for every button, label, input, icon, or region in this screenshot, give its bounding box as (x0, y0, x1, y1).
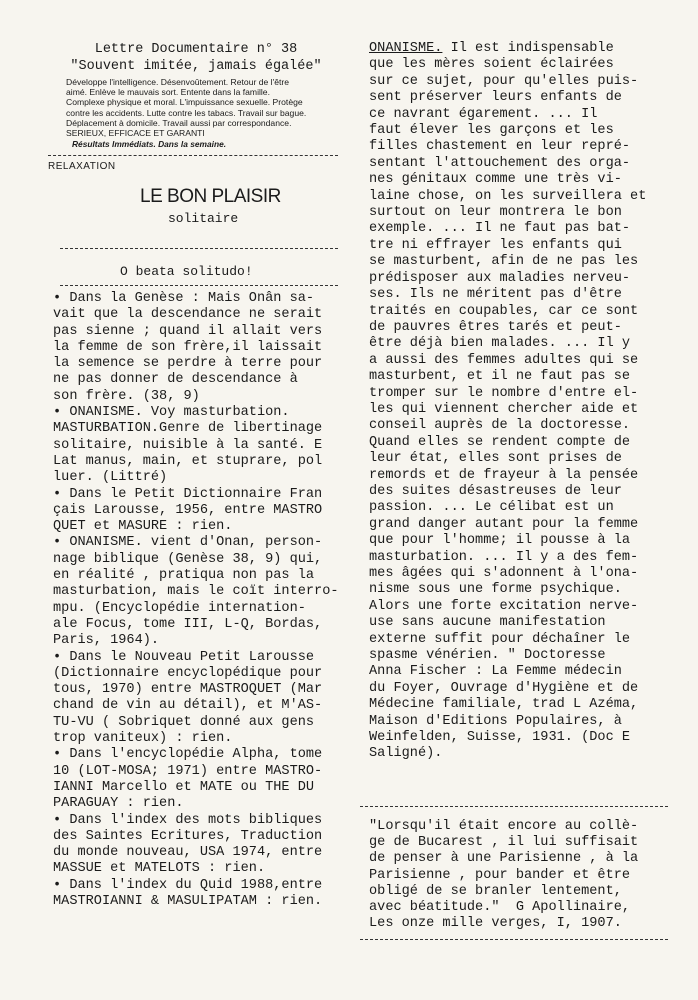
text-line: laine chose, on les surveillera et (369, 188, 647, 204)
text-line: nage biblique (Genèse 38, 9) qui, (53, 551, 323, 567)
text-line: sentant l'attouchement des orga- (369, 155, 631, 171)
text-line: externe suffit pour déchaîner le (369, 631, 631, 647)
text-line: masturbation. ... Il y a des fem- (369, 549, 639, 565)
text-line: mpu. (Encyclopédie internation- (53, 600, 306, 616)
article-subtitle: solitaire (168, 211, 239, 226)
text-line: filles chastement en leur repré- (369, 139, 631, 155)
text-line: luer. (Littré) (53, 470, 168, 486)
text-line: masturbation, mais le coït interro- (53, 584, 339, 600)
divider (360, 806, 668, 807)
text-line: remords et de frayeur à la pensée (369, 467, 639, 483)
text-line: trop vaniteux) : rien. (53, 731, 233, 747)
text-line: se masturbent, afin de ne pas les (369, 254, 639, 270)
text-line: pas sienne ; quand il allait vers (53, 323, 323, 339)
rubric-label: RELAXATION (48, 161, 116, 172)
text-line: faut élever les garçons et les (369, 123, 614, 139)
text-line: sent préserver leurs enfants de (369, 90, 622, 106)
text-line: (Dictionnaire encyclopédique pour (53, 665, 323, 681)
text-line: de penser à une Parisienne , à la (369, 851, 639, 867)
text-line: Médecine familiale, trad L Azéma, (369, 697, 639, 713)
text-line: Saligné). (369, 746, 443, 762)
text-line: Alors une forte excitation nerve- (369, 598, 639, 614)
text-line: la femme de son frère,il laissait (53, 339, 323, 355)
text-line: sur ce sujet, pour qu'elles puis- (369, 73, 639, 89)
divider (48, 155, 338, 156)
divider (360, 939, 668, 940)
ad-heading: Lettre Documentaire n° 38 (94, 42, 298, 57)
ad-body-line: Complexe physique et moral. L'impuissance sexuelle. Protège (66, 97, 303, 108)
text-line-rest: Il est indispensable (442, 41, 614, 56)
text-line: passion. ... Le célibat est un (369, 500, 614, 516)
ad-body-line: Déplacement à domicile. Travail aussi par correspondance. (66, 117, 292, 128)
text-line: spasme vénérien. " Doctoresse (369, 648, 606, 664)
text-line: • Dans le Petit Dictionnaire Fran (53, 486, 323, 502)
text-line: du monde nouveau, USA 1974, entre (53, 845, 323, 861)
ad-box (60, 41, 332, 149)
text-line: les qui viennent chercher aide et (369, 401, 639, 417)
right-column-text (369, 41, 679, 763)
text-line: du Foyer, Ouvrage d'Hygiène et de (369, 680, 639, 696)
ad-body (60, 77, 332, 138)
text-line: masturbent, et il ne faut pas se (369, 369, 631, 385)
text-line: mes âgées qui s'adonnent à l'ona- (369, 566, 639, 581)
text-line: ne pas donner de descendance à (53, 372, 298, 388)
text-line: son frère. (38, 9) (53, 388, 200, 404)
text-line (369, 41, 679, 57)
text-line: vait que la descendance ne serait (53, 307, 323, 323)
text-line: Weinfelden, Suisse, 1931. (Doc E (369, 730, 631, 746)
text-line: • Dans l'encyclopédie Alpha, tome (53, 747, 323, 763)
text-line: obligé de se branler lentement, (369, 883, 622, 899)
text-line: traités en coupables, car ce sont (369, 303, 639, 319)
text-line: exemple. ... Il ne faut pas bat- (369, 221, 631, 237)
text-line: solitaire, nuisible à la santé. E (53, 437, 323, 453)
onanisme-heading: ONANISME. (369, 41, 443, 56)
text-line: Les onze mille verges, I, 1907. (369, 916, 622, 932)
text-line: Quand elles se rendent compte de (369, 434, 631, 450)
text-line: conseil auprès de la doctoresse. (369, 418, 631, 434)
ad-body-line: SERIEUX, EFFICACE ET GARANTI (66, 128, 205, 139)
text-line: de pauvres êtres tarés et peut- (369, 319, 622, 335)
text-line: MASSUE et MATELOTS : rien. (53, 861, 266, 877)
ad-body-line: aimé. Enlève le mauvais sort. Entente dans la famille. (66, 87, 270, 98)
motto: O beata solitudo! (120, 264, 253, 279)
text-line: • Dans la Genèse : Mais Onân sa- (53, 291, 315, 306)
text-line: tous, 1970) entre MASTROQUET (Mar (53, 682, 323, 698)
text-line: avec béatitude." G Apollinaire, (369, 900, 631, 916)
text-line: tre ni effrayer les enfants qui (369, 237, 622, 253)
text-line: MASTURBATION.Genre de libertinage (53, 421, 323, 437)
text-line: des Saintes Ecritures, Traduction (53, 828, 323, 844)
text-line: • Dans l'index du Quid 1988,entre (53, 877, 323, 893)
text-line: en réalité , pratiqua non pas la (53, 568, 315, 584)
text-line: nes génitaux comme une très vi- (369, 172, 622, 188)
left-column-text (53, 291, 343, 910)
text-line: être déjà bien malades. ... Il y (369, 336, 631, 352)
text-line: chand de vin au détail), et M'AS- (53, 698, 323, 714)
text-line: • ONANISME. vient d'Onan, person- (53, 535, 323, 551)
text-line: "Lorsqu'il était encore au collè- (369, 819, 639, 834)
text-line: ses. Ils ne méritent pas d'être (369, 287, 622, 303)
article-title: LE BON PLAISIR (140, 186, 281, 207)
apollinaire-quote (369, 819, 679, 932)
ad-closing: Résultats Immédiats. Dans la semaine. (72, 139, 227, 150)
text-line: nisme sous une forme psychique. (369, 582, 622, 598)
text-line: des suites désastreuses de leur (369, 483, 622, 499)
text-line: ce navrant égarement. ... Il (369, 106, 598, 122)
text-line: Lat manus, main, et stuprare, pol (53, 453, 323, 469)
divider (60, 285, 338, 286)
ad-body-line: contre les accidents. Lutte contre les tabacs. Travail sur bague. (66, 107, 307, 118)
text-line: 10 (LOT-MOSA; 1971) entre MASTRO- (53, 763, 323, 779)
text-line: prédisposer aux maladies nerveu- (369, 270, 631, 286)
text-line: ge de Bucarest , il lui suffisait (369, 835, 639, 851)
ad-body-line: Développe l'intelligence. Désenvoûtement. Retour de l'être (66, 77, 290, 87)
text-line: leur état, elles sont prises de (369, 451, 622, 467)
text-line: a aussi des femmes adultes qui se (369, 352, 639, 368)
right-column-body (369, 57, 679, 762)
text-line: Parisienne , pour bander et être (369, 867, 631, 883)
text-line: TU-VU ( Sobriquet donné aux gens (53, 714, 315, 730)
text-line: IANNI Marcello et MATE ou THE DU (53, 779, 315, 795)
text-line: que pour l'homme; il pousse à la (369, 533, 631, 549)
text-line: tromper sur le nombre d'entre el- (369, 385, 639, 401)
text-line: • Dans le Nouveau Petit Larousse (53, 649, 315, 665)
text-line: Paris, 1964). (53, 633, 160, 649)
text-line: que les mères soient éclairées (369, 57, 614, 73)
text-line: ale Focus, tome III, L-Q, Bordas, (53, 616, 323, 632)
text-line: grand danger autant pour la femme (369, 516, 639, 532)
text-line: Maison d'Editions Populaires, à (369, 713, 622, 729)
ad-slogan: "Souvent imitée, jamais égalée" (70, 59, 322, 74)
text-line: use sans aucune manifestation (369, 615, 606, 631)
text-line: MASTROIANNI & MASULIPATAM : rien. (53, 893, 323, 909)
text-line: Anna Fischer : La Femme médecin (369, 664, 622, 680)
text-line: surtout on leur montrera le bon (369, 205, 622, 221)
text-line: • Dans l'index des mots bibliques (53, 812, 323, 828)
text-line: la semence se perdre à terre pour (53, 356, 323, 372)
text-line: çais Larousse, 1956, entre MASTRO (53, 502, 323, 518)
text-line: • ONANISME. Voy masturbation. (53, 405, 290, 421)
text-line: QUET et MASURE : rien. (53, 519, 233, 535)
divider (60, 248, 338, 249)
text-line: PARAGUAY : rien. (53, 796, 184, 812)
